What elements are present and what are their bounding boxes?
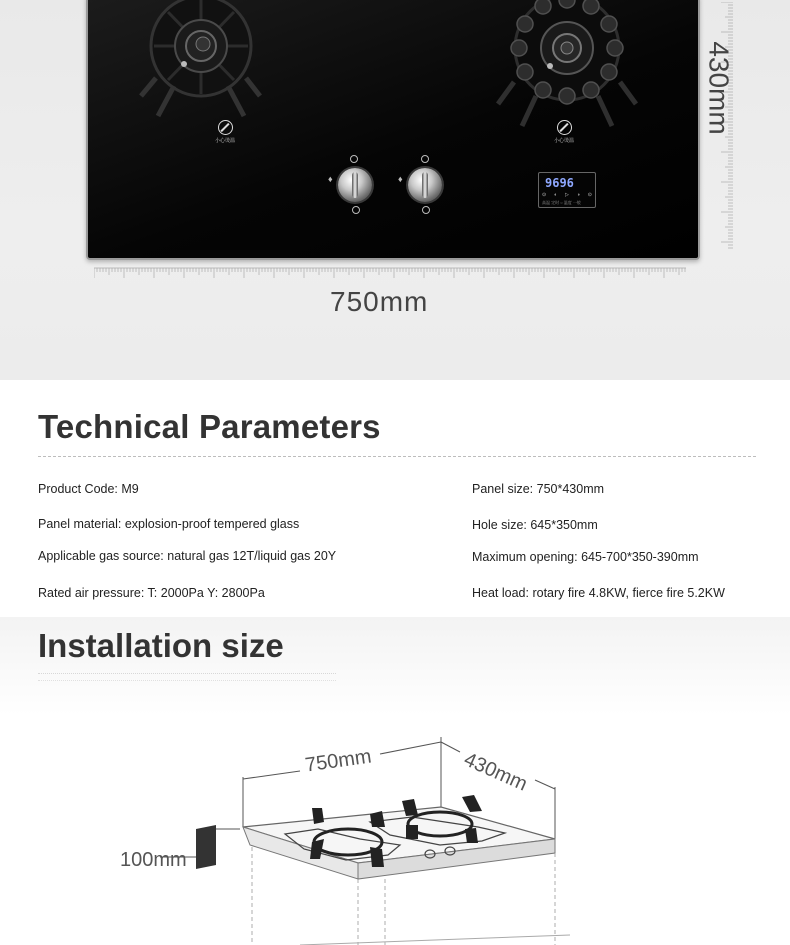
timer-display[interactable] [538, 172, 596, 208]
height-dimension [703, 24, 764, 154]
param-product-code: Product Code: M9 [38, 482, 139, 496]
left-knob-top-marker [350, 155, 358, 163]
install-width-label: 750mm [303, 745, 373, 777]
installation-size-section [0, 617, 790, 945]
right-hot-warning [549, 120, 579, 144]
left-knob-flame-icon: ♦ [328, 174, 333, 184]
display-touch-icons [542, 192, 592, 198]
display-icon[interactable]: ⊙ [542, 192, 547, 198]
product-hero [0, 0, 790, 380]
param-panel-size: Panel size: 750*430mm [472, 482, 605, 496]
display-icon[interactable]: ◐ [554, 192, 558, 198]
display-digits: 9696 [545, 176, 574, 190]
right-knob-top-marker [421, 155, 429, 163]
right-burner-knob[interactable] [408, 168, 442, 202]
param-hole-size: Hole size: 645*350mm [472, 518, 598, 532]
no-touch-icon [218, 120, 233, 135]
install-depth-label: 430mm [460, 748, 531, 796]
technical-parameters-section [0, 380, 790, 617]
param-heat-load: Heat load: rotary fire 4.8KW, fierce fire 5.2KW [472, 586, 725, 600]
install-thickness-label: 100mm [120, 849, 187, 871]
param-max-opening: Maximum opening: 645-700*350-390mm [472, 550, 699, 564]
technical-parameters-heading: Technical Parameters [38, 408, 381, 445]
installation-diagram [0, 617, 790, 945]
width-dimension-label: 750mm [330, 286, 429, 317]
left-knob-bottom-marker [352, 206, 360, 214]
right-knob-bottom-marker [422, 206, 430, 214]
display-icon[interactable]: ▷ [565, 192, 569, 198]
right-warning-label: 小心烫温 [553, 138, 574, 144]
left-burner-knob[interactable] [338, 168, 372, 202]
display-icon[interactable]: ⊙ [587, 192, 592, 198]
display-icon[interactable]: ◑ [576, 192, 580, 198]
right-burner [492, 0, 642, 136]
cooktop-glass-panel [86, 0, 700, 260]
no-touch-icon [557, 120, 572, 135]
installation-size-heading: Installation size [38, 627, 284, 664]
left-burner [136, 0, 266, 131]
param-gas-source: Applicable gas source: natural gas 12T/liquid gas 20Y [38, 549, 337, 563]
left-hot-warning [210, 120, 240, 144]
left-warning-label: 小心烫温 [214, 138, 235, 144]
display-caption: 高温 定时 ○ 温度 一般 [542, 200, 581, 205]
param-panel-material: Panel material: explosion-proof tempered glass [38, 517, 300, 531]
height-dimension-label: 430mm [703, 41, 735, 135]
right-knob-flame-icon: ♦ [398, 174, 403, 184]
param-air-pressure: Rated air pressure: T: 2000Pa Y: 2800Pa [38, 586, 265, 600]
section-divider [38, 456, 756, 458]
